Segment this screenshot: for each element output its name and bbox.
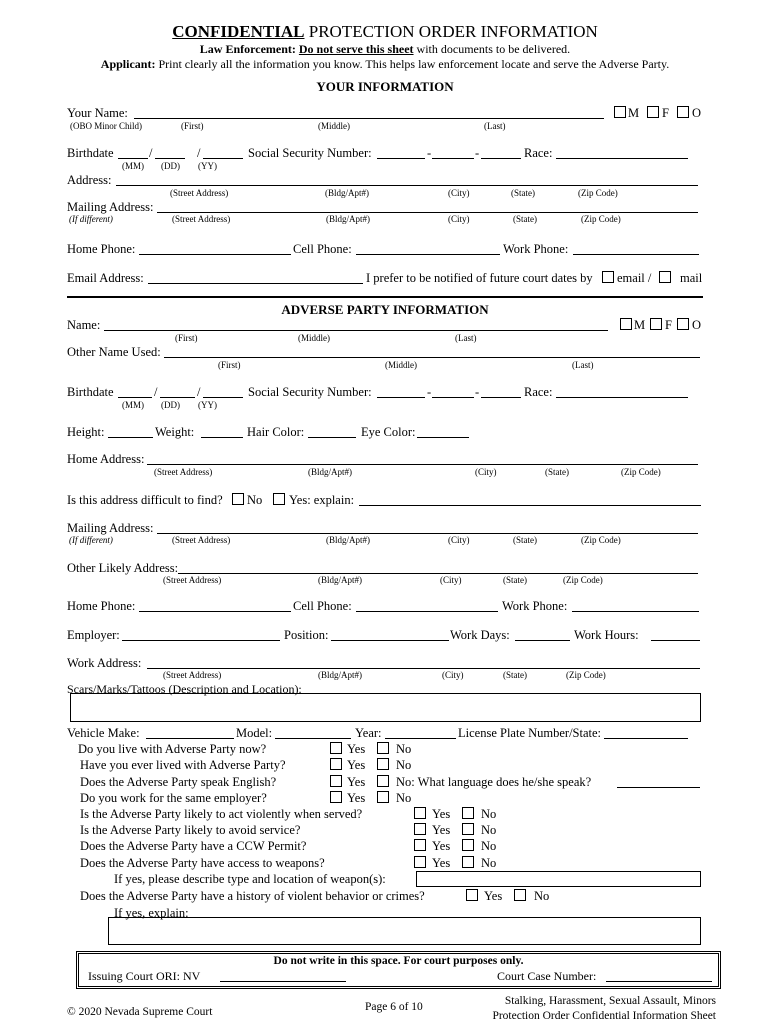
- sub-dd: (DD): [161, 161, 180, 171]
- language-field[interactable]: [617, 787, 700, 788]
- cell-phone-label: Cell Phone:: [293, 242, 352, 256]
- adverse-ssn-part3[interactable]: [481, 397, 521, 398]
- yes-label: Yes: [432, 823, 451, 837]
- plate-label: License Plate Number/State:: [458, 726, 602, 740]
- sub-city: (City): [448, 214, 470, 224]
- adverse-race-field[interactable]: [556, 397, 688, 398]
- case-number-field[interactable]: [606, 981, 712, 982]
- sex-m-label: M: [628, 106, 640, 120]
- q-live-with-yes-checkbox[interactable]: [330, 742, 342, 754]
- no-label: No: [481, 839, 497, 853]
- slash: /: [197, 385, 201, 399]
- work-address-label: Work Address:: [67, 656, 142, 670]
- q-avoid-yes-checkbox[interactable]: [414, 823, 426, 835]
- q-ccw-label: Does the Adverse Party have a CCW Permit?: [80, 839, 307, 853]
- notify-email-checkbox[interactable]: [602, 271, 614, 283]
- your-name-field[interactable]: [134, 118, 604, 119]
- sub-city: (City): [442, 670, 464, 680]
- dash: -: [427, 146, 432, 160]
- form-title: [0, 22, 770, 42]
- birth-dd-field[interactable]: [155, 158, 185, 159]
- sub-bldg: (Bldg/Apt#): [326, 214, 370, 224]
- dash: -: [427, 385, 432, 399]
- sub-city: (City): [475, 467, 497, 477]
- q-violent-label: Is the Adverse Party likely to act violently when served?: [80, 807, 363, 821]
- sub-middle: (Middle): [318, 121, 350, 131]
- q-avoid-no-checkbox[interactable]: [462, 823, 474, 835]
- sub-street: (Street Address): [170, 188, 229, 198]
- home-address-label: Home Address:: [67, 452, 145, 466]
- q-live-with-label: Do you live with Adverse Party now?: [78, 742, 267, 756]
- form-name: [440, 994, 716, 1024]
- work-phone-field[interactable]: [573, 254, 699, 255]
- sub-middle: (Middle): [385, 360, 417, 370]
- page-number: Page 6 of 10: [365, 1001, 423, 1013]
- home-phone-label: Home Phone:: [67, 242, 136, 256]
- adverse-birth-mm[interactable]: [118, 397, 152, 398]
- work-phone-label: Work Phone:: [503, 242, 569, 256]
- q-history-no-checkbox[interactable]: [514, 889, 526, 901]
- q-history-label: Does the Adverse Party have a history of violent behavior or crimes?: [80, 889, 425, 903]
- adverse-birth-dd[interactable]: [160, 397, 195, 398]
- yes-label: Yes: [484, 889, 503, 903]
- address-field[interactable]: [116, 185, 698, 186]
- difficult-to-find-label: Is this address difficult to find?: [67, 493, 223, 507]
- sub-city: (City): [448, 188, 470, 198]
- adverse-home-phone-field[interactable]: [139, 611, 291, 612]
- ssn-part3[interactable]: [481, 158, 521, 159]
- sub-yy: (YY): [198, 161, 217, 171]
- q-weapons-label: Does the Adverse Party have access to weapons?: [80, 856, 325, 870]
- adverse-sex-f-label: F: [665, 318, 672, 332]
- sub-bldg: (Bldg/Apt#): [326, 535, 370, 545]
- q-lived-with-label: Have you ever lived with Adverse Party?: [80, 758, 286, 772]
- adverse-work-phone-label: Work Phone:: [502, 599, 568, 613]
- slash: /: [154, 385, 158, 399]
- adverse-ssn-part2[interactable]: [432, 397, 474, 398]
- work-days-label: Work Days:: [450, 628, 510, 642]
- sub-street: (Street Address): [154, 467, 213, 477]
- adverse-cell-phone-label: Cell Phone:: [293, 599, 352, 613]
- sub-mm: (MM): [122, 161, 144, 171]
- difficult-yes-checkbox[interactable]: [273, 493, 285, 505]
- sub-last: (Last): [484, 121, 506, 131]
- weapons-describe-field[interactable]: [416, 871, 701, 887]
- sub-bldg: (Bldg/Apt#): [318, 575, 362, 585]
- q-lived-with-yes-checkbox[interactable]: [330, 758, 342, 770]
- ori-label: Issuing Court ORI: NV: [88, 969, 201, 983]
- dash: -: [475, 146, 480, 160]
- sub-zip: (Zip Code): [566, 670, 606, 680]
- applicant-text: Print clearly all the information you know. This helps law enforcement locate and serve the Adverse Party.: [158, 57, 670, 71]
- law-enforcement-note: [0, 42, 770, 57]
- year-field[interactable]: [385, 738, 456, 739]
- q-english-no-checkbox[interactable]: [377, 775, 389, 787]
- yes-label: Yes: [347, 742, 366, 756]
- sub-if-different: (If different): [69, 535, 113, 545]
- yes-label: Yes: [432, 807, 451, 821]
- work-days-field[interactable]: [515, 640, 570, 641]
- adverse-mailing-label: Mailing Address:: [67, 521, 154, 535]
- difficult-explain-field[interactable]: [359, 505, 701, 506]
- applicant-label: Applicant:: [100, 57, 156, 71]
- sub-first: (First): [175, 333, 198, 343]
- q-same-employer-label: Do you work for the same employer?: [80, 791, 267, 805]
- le-rest: with documents to be delivered.: [416, 42, 571, 56]
- q-lived-with-no-checkbox[interactable]: [377, 758, 389, 770]
- q-same-employer-yes-checkbox[interactable]: [330, 791, 342, 803]
- history-explain-textbox[interactable]: [108, 917, 701, 945]
- yes-label: Yes: [432, 839, 451, 853]
- vehicle-make-field[interactable]: [146, 738, 234, 739]
- adverse-birthdate-label: Birthdate: [67, 385, 114, 399]
- q-violent-yes-checkbox[interactable]: [414, 807, 426, 819]
- adverse-name-label: Name:: [67, 318, 101, 332]
- other-name-field[interactable]: [164, 357, 700, 358]
- notify-mail-label: mail: [680, 271, 703, 285]
- mailing-address-label: Mailing Address:: [67, 200, 154, 214]
- birth-mm-field[interactable]: [118, 158, 148, 159]
- plate-field[interactable]: [604, 738, 688, 739]
- no-label: No: [481, 856, 497, 870]
- sex-o-label: O: [692, 106, 702, 120]
- sub-state: (State): [503, 575, 527, 585]
- adverse-sex-f-checkbox[interactable]: [650, 318, 662, 330]
- slash: /: [197, 146, 201, 160]
- race-field[interactable]: [556, 158, 688, 159]
- sub-street: (Street Address): [172, 535, 231, 545]
- dash: -: [475, 385, 480, 399]
- your-name-label: Your Name:: [67, 106, 128, 120]
- no-label: No: [396, 758, 412, 772]
- sex-m-checkbox[interactable]: [614, 106, 626, 118]
- adverse-race-label: Race:: [524, 385, 553, 399]
- sub-state: (State): [503, 670, 527, 680]
- form-name-line1: Stalking, Harassment, Sexual Assault, Minors: [504, 995, 716, 1007]
- no-label: No: [396, 791, 412, 805]
- yes-label: Yes: [347, 775, 366, 789]
- work-address-field[interactable]: [147, 668, 700, 669]
- if-yes-explain-label: If yes, explain:: [114, 906, 189, 920]
- q-violent-no-checkbox[interactable]: [462, 807, 474, 819]
- adverse-sex-o-checkbox[interactable]: [677, 318, 689, 330]
- race-label: Race:: [524, 146, 553, 160]
- q-weapons-yes-checkbox[interactable]: [414, 856, 426, 868]
- sub-state: (State): [545, 467, 569, 477]
- yes-label: Yes: [432, 856, 451, 870]
- le-label: Law Enforcement:: [199, 42, 296, 56]
- eye-color-field[interactable]: [417, 437, 469, 438]
- no-label: No: [481, 807, 497, 821]
- sub-street: (Street Address): [163, 575, 222, 585]
- q-avoid-label: Is the Adverse Party likely to avoid service?: [80, 823, 301, 837]
- position-label: Position:: [284, 628, 329, 642]
- sub-state: (State): [511, 188, 535, 198]
- sub-mm: (MM): [122, 400, 144, 410]
- notify-mail-checkbox[interactable]: [659, 271, 671, 283]
- weight-field[interactable]: [201, 437, 243, 438]
- eye-color-label: Eye Color:: [361, 425, 416, 439]
- work-hours-field[interactable]: [651, 640, 700, 641]
- ssn-part2[interactable]: [432, 158, 474, 159]
- sub-last: (Last): [572, 360, 594, 370]
- adverse-party-heading: ADVERSE PARTY INFORMATION: [281, 302, 489, 317]
- home-address-field[interactable]: [147, 464, 698, 465]
- sub-zip: (Zip Code): [621, 467, 661, 477]
- employer-field[interactable]: [122, 640, 280, 641]
- q-weapons-no-checkbox[interactable]: [462, 856, 474, 868]
- birth-yy-field[interactable]: [203, 158, 243, 159]
- no-label: No: [481, 823, 497, 837]
- cell-phone-field[interactable]: [356, 254, 500, 255]
- sub-last: (Last): [455, 333, 477, 343]
- difficult-no-label: No: [247, 493, 263, 507]
- weight-label: Weight:: [155, 425, 195, 439]
- year-label: Year:: [355, 726, 382, 740]
- sub-zip: (Zip Code): [581, 535, 621, 545]
- adverse-sex-m-checkbox[interactable]: [620, 318, 632, 330]
- title-confidential: CONFIDENTIAL: [172, 22, 305, 41]
- sub-yy: (YY): [198, 400, 217, 410]
- le-underlined: Do not serve this sheet: [298, 42, 414, 56]
- yes-label: Yes: [347, 758, 366, 772]
- height-label: Height:: [67, 425, 105, 439]
- sub-street: (Street Address): [163, 670, 222, 680]
- q-english-no-label: No: What language does he/she speak?: [396, 775, 592, 789]
- ori-field[interactable]: [220, 981, 346, 982]
- applicant-note: [0, 57, 770, 72]
- adverse-sex-o-label: O: [692, 318, 702, 332]
- adverse-cell-phone-field[interactable]: [356, 611, 498, 612]
- q-live-with-no-checkbox[interactable]: [377, 742, 389, 754]
- q-history-yes-checkbox[interactable]: [466, 889, 478, 901]
- other-likely-address-label: Other Likely Address:: [67, 561, 179, 575]
- difficult-no-checkbox[interactable]: [232, 493, 244, 505]
- sex-f-checkbox[interactable]: [647, 106, 659, 118]
- section-divider: [67, 296, 703, 298]
- other-likely-address-field[interactable]: [178, 573, 698, 574]
- sub-first: (First): [181, 121, 204, 131]
- yes-label: Yes: [347, 791, 366, 805]
- sub-bldg: (Bldg/Apt#): [325, 188, 369, 198]
- scars-textbox[interactable]: [70, 693, 701, 722]
- sub-street: (Street Address): [172, 214, 231, 224]
- slash: /: [149, 146, 153, 160]
- address-label: Address:: [67, 173, 112, 187]
- work-hours-label: Work Hours:: [574, 628, 639, 642]
- notify-email-label: email /: [617, 271, 652, 285]
- other-name-label: Other Name Used:: [67, 345, 161, 359]
- q-same-employer-no-checkbox[interactable]: [377, 791, 389, 803]
- title-rest: PROTECTION ORDER INFORMATION: [308, 22, 598, 41]
- sub-bldg: (Bldg/Apt#): [318, 670, 362, 680]
- email-label: Email Address:: [67, 271, 144, 285]
- employer-label: Employer:: [67, 628, 120, 642]
- scars-label: Scars/Marks/Tattoos (Description and Location):: [67, 682, 302, 696]
- sub-if-different: (If different): [69, 214, 113, 224]
- sub-city: (City): [440, 575, 462, 585]
- adverse-ssn-label: Social Security Number:: [248, 385, 372, 399]
- mailing-address-field[interactable]: [157, 212, 698, 213]
- email-field[interactable]: [148, 283, 363, 284]
- sub-state: (State): [513, 214, 537, 224]
- q-ccw-no-checkbox[interactable]: [462, 839, 474, 851]
- adverse-sex-m-label: M: [634, 318, 646, 332]
- case-number-label: Court Case Number:: [497, 969, 597, 983]
- sub-bldg: (Bldg/Apt#): [308, 467, 352, 477]
- court-notice: Do not write in this space. For court purposes only.: [273, 955, 524, 967]
- sub-zip: (Zip Code): [563, 575, 603, 585]
- ssn-part1[interactable]: [377, 158, 425, 159]
- ssn-label: Social Security Number:: [248, 146, 372, 160]
- hair-color-label: Hair Color:: [247, 425, 305, 439]
- adverse-mailing-field[interactable]: [157, 533, 698, 534]
- adverse-name-field[interactable]: [104, 330, 608, 331]
- prefer-text: I prefer to be notified of future court dates by: [366, 271, 593, 285]
- difficult-yes-label: Yes: explain:: [289, 493, 355, 507]
- your-information-heading: YOUR INFORMATION: [316, 79, 454, 94]
- height-field[interactable]: [108, 437, 153, 438]
- weapons-describe-label: If yes, please describe type and location of weapon(s):: [114, 872, 386, 886]
- sex-o-checkbox[interactable]: [677, 106, 689, 118]
- home-phone-field[interactable]: [139, 254, 291, 255]
- no-label: No: [396, 742, 412, 756]
- adverse-work-phone-field[interactable]: [572, 611, 699, 612]
- sub-obo: (OBO Minor Child): [70, 121, 142, 131]
- model-label: Model:: [236, 726, 273, 740]
- sub-state: (State): [513, 535, 537, 545]
- hair-color-field[interactable]: [308, 437, 356, 438]
- sub-middle: (Middle): [298, 333, 330, 343]
- sub-zip: (Zip Code): [578, 188, 618, 198]
- form-name-line2: Protection Order Confidential Information Sheet: [492, 1010, 716, 1022]
- sub-city: (City): [448, 535, 470, 545]
- q-english-label: Does the Adverse Party speak English?: [80, 775, 277, 789]
- adverse-home-phone-label: Home Phone:: [67, 599, 136, 613]
- adverse-ssn-part1[interactable]: [377, 397, 425, 398]
- vehicle-make-label: Vehicle Make:: [67, 726, 140, 740]
- sub-first: (First): [218, 360, 241, 370]
- sub-zip: (Zip Code): [581, 214, 621, 224]
- birthdate-label: Birthdate: [67, 146, 114, 160]
- adverse-birth-yy[interactable]: [203, 397, 243, 398]
- position-field[interactable]: [331, 640, 449, 641]
- model-field[interactable]: [275, 738, 351, 739]
- q-english-yes-checkbox[interactable]: [330, 775, 342, 787]
- copyright: © 2020 Nevada Supreme Court: [67, 1006, 213, 1018]
- no-label: No: [534, 889, 550, 903]
- sex-f-label: F: [662, 106, 669, 120]
- q-ccw-yes-checkbox[interactable]: [414, 839, 426, 851]
- sub-dd: (DD): [161, 400, 180, 410]
